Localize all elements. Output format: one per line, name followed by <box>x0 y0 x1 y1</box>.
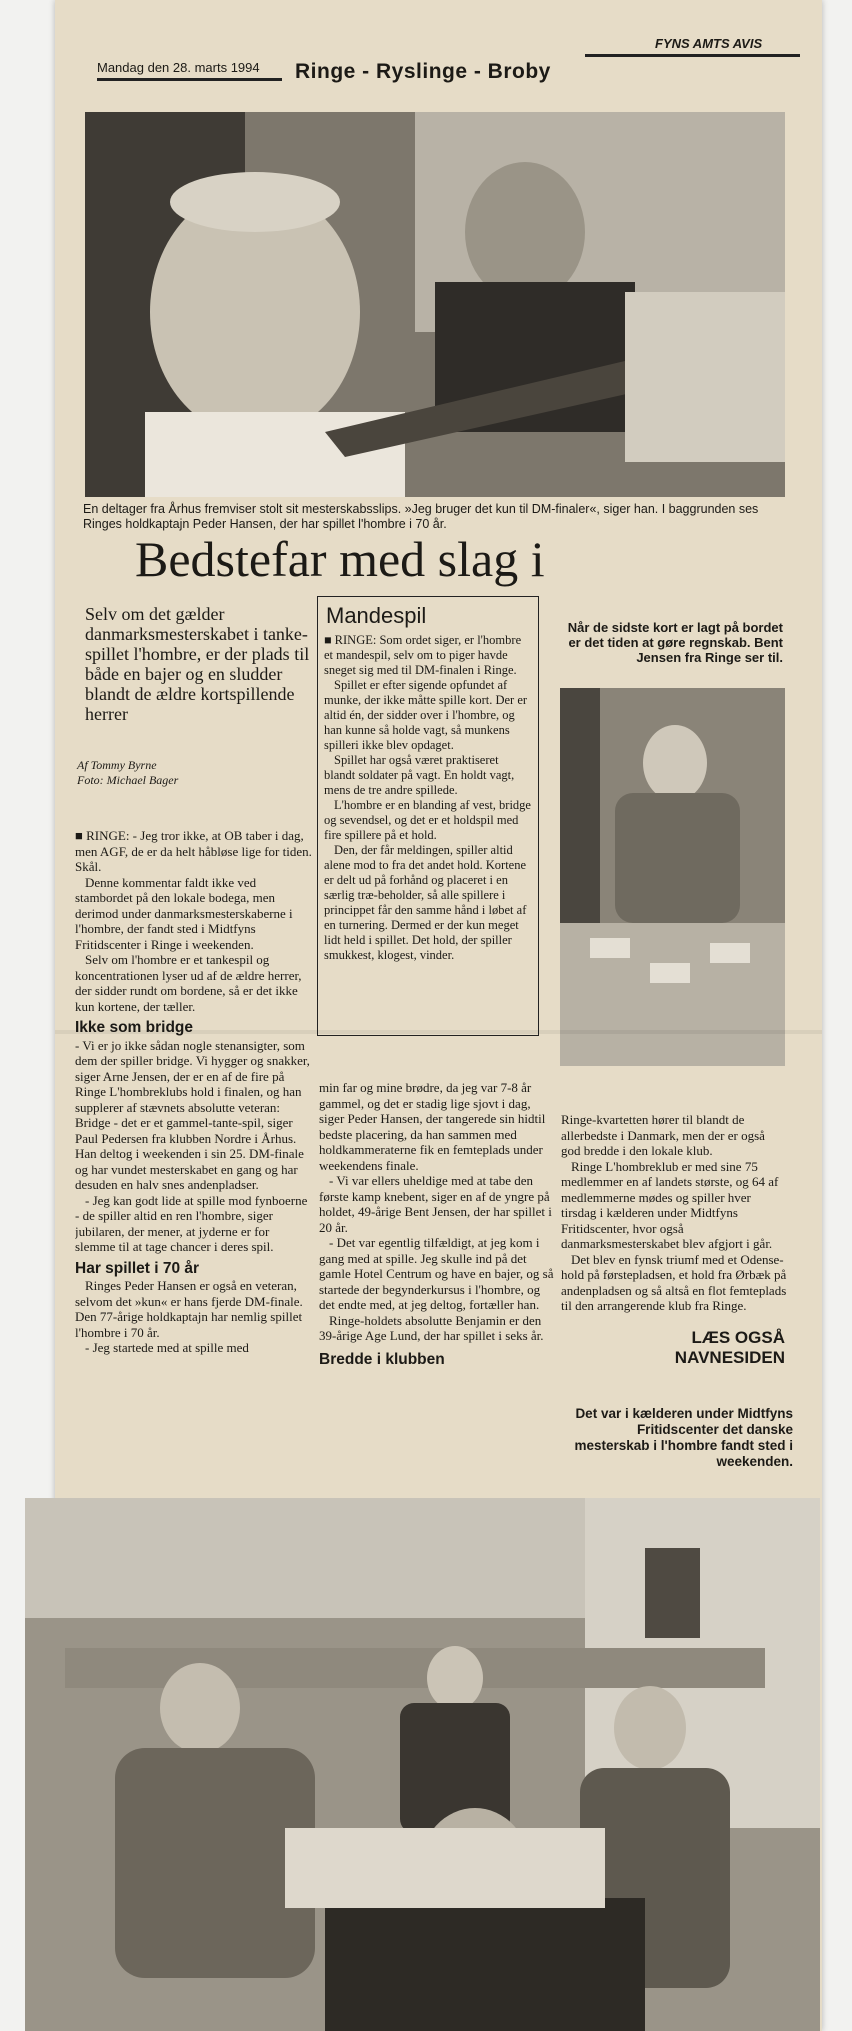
byline <box>77 758 307 788</box>
col1-subhead-1: Ikke som bridge <box>75 1019 194 1036</box>
col1-paragraph: Ringes Peder Hansen er også en veteran, selvom det »kun« er hans fjerde DM-finale. Den 77-årige holdkaptajn har nemlig spillet l'hombre i 70 år. <box>75 1278 303 1340</box>
right-photo <box>560 688 785 1066</box>
issue-date: Mandag den 28. marts 1994 <box>97 60 260 75</box>
col1-paragraph: Selv om l'hombre er et tankespil og koncentrationen lyser ud af de ældre herrer, der sidder rundt om bordene, så er det ikke kun kortene, der tæller. <box>75 952 302 1014</box>
newspaper-clipping <box>55 0 822 2031</box>
col1-paragraph: - Jeg startede med at spille med <box>85 1340 249 1355</box>
newspaper-name: FYNS AMTS AVIS <box>655 36 763 51</box>
col2-paragraph: min far og mine brødre, da jeg var 7-8 år gammel, og det er stadig lige sjovt i dag, siger Peder Hansen, der tangerede sin hidtil bedste placering, da han sammen med holdkammeraterne fik en femteplads under weekendens finale. <box>319 1080 546 1173</box>
see-also-line-1: LÆS OGSÅ <box>691 1328 785 1347</box>
see-also <box>575 1328 785 1368</box>
sidebar-body <box>324 633 532 963</box>
col1-paragraph: Denne kommentar faldt ikke ved stambordet på den lokale bodega, men derimod under danmarksmesterskaberne i l'hombre, der fandt sted i Midtfyns Fritidscenter i Ringe i weekenden. <box>75 874 293 952</box>
col3-paragraph: Ringe L'hombreklub er med sine 75 medlemmer en af landets største, og 64 af medlemmerne mødes og spiller hver tirsdag i kælderen under Midtfyns Fritidscenter, hvor også danmarksmesterskabet blev afgjort i går. <box>561 1158 779 1251</box>
paper-fold <box>55 1030 822 1034</box>
sidebar-paragraph: L'hombre er en blanding af vest, bridge og sevendsel, og det er et holdspil med fire spillere på et hold. <box>324 798 531 842</box>
sidebar-title: Mandespil <box>326 603 427 628</box>
sidebar-paragraph: ■ RINGE: Som ordet siger, er l'hombre et mandespil, selv om to piger havde sneget sig med til DM-finalen i Ringe. <box>324 633 522 677</box>
masthead-rule-right <box>585 54 800 57</box>
col1-paragraph: ■ RINGE: - Jeg tror ikke, at OB taber i dag, men AGF, de er da helt håbløse lige for tiden. Skål. <box>75 828 312 874</box>
headline: Bedstefar med slag i <box>135 531 545 587</box>
col1-subhead-2: Har spillet i 70 år <box>75 1259 200 1277</box>
bottom-photo-caption: Det var i kælderen under Midtfyns Fritidscenter det danske mesterskab i l'hombre fandt sted i weekenden. <box>574 1406 793 1469</box>
see-also-line-2: NAVNESIDEN <box>674 1348 785 1367</box>
bottom-photo-scene <box>25 1498 820 2031</box>
byline-photo: Foto: Michael Bager <box>77 773 179 787</box>
right-photo-caption: Når de sidste kort er lagt på bordet er det tiden at gøre regnskab. Bent Jensen fra Ringe ser til. <box>567 620 783 665</box>
bottom-photo <box>25 1498 820 2031</box>
col2-paragraph: - Vi var ellers uheldige med at tabe den første kamp knebent, siger en af de yngre på holdet, 49-årige Bent Jensen, der har spillet i 20 år. <box>319 1173 552 1235</box>
column-2 <box>319 1080 557 1480</box>
deck: Selv om det gælder danmarksmesterskabet i tanke-spillet l'hombre, er der plads til både en bajer og en sludder blandt de ældre kortspillende herrer <box>85 604 310 724</box>
sidebar-paragraph: Den, der får meldingen, spiller altid alene mod to fra det andet hold. Kortene er delt ud på forhånd og placeret i en særlig træ-beholder, så alle spillere i princippet får den samme hånd i løbet af en turnering. Dermed er der kun meget lidt held i spillet. Det hold, der spiller smukkest, klogest, vinder. <box>324 843 527 962</box>
column-3 <box>561 1112 787 1327</box>
col1-paragraph: - Vi er jo ikke sådan nogle stenansigter, som dem der spiller bridge. Vi hygger og snakker, siger Arne Jensen, der er en af de fire på Ringe L'hombreklubs hold i finalen, og han supplerer af stævnets absolutte veteran: Bridge - det er et gammel-tante-spil, siger Paul Pedersen fra klubben Nordre i Århus. Han deltog i weekenden i sin 25. DM-finale og har vundet mesterskabet en gang og har desuden en halv snes andenpladser. <box>75 1037 310 1192</box>
sidebar-box <box>317 596 539 1036</box>
byline-author: Af Tommy Byrne <box>77 758 157 772</box>
col2-paragraph: - Det var egentlig tilfældigt, at jeg kom i gang med at spille. Jeg skulle ind på det gamle Hotel Centrum og have en bajer, og så startede der begynderkursus i l'hombre, og det endte med, at jeg deltog, fortæller han. <box>319 1235 554 1312</box>
column-1 <box>75 828 313 1478</box>
top-photo-caption: En deltager fra Århus fremviser stolt sit mesterskabsslips. »Jeg bruger det kun til DM-finaler«, siger han. I baggrunden ses Ringes holdkaptajn Peder Hansen, der har spillet l'hombre i 70 år. <box>83 502 759 531</box>
section-title: Ringe - Ryslinge - Broby <box>295 60 551 83</box>
col3-paragraph: Ringe-kvartetten hører til blandt de allerbedste i Danmark, men der er også god bredde i den lokale klub. <box>561 1112 765 1158</box>
masthead-rule-left <box>97 78 282 81</box>
sidebar-paragraph: Spillet er efter sigende opfundet af munke, der ikke måtte spille kort. Der er altid én, der sidder over i l'hombre, og han kunne så holde vagt, så munkens spilleri ikke blev opdaget. <box>324 678 528 752</box>
sidebar-paragraph: Spillet har også været praktiseret blandt soldater på vagt. En holdt vagt, mens de tre andre spillede. <box>324 753 515 797</box>
right-photo-scene <box>560 688 785 1066</box>
top-photo-scene <box>85 112 785 497</box>
col2-paragraph: Ringe-holdets absolutte Benjamin er den 39-årige Age Lund, der har spillet i seks år. <box>319 1312 544 1343</box>
col2-subhead: Bredde i klubben <box>319 1350 445 1368</box>
top-photo <box>85 112 785 497</box>
col1-paragraph: - Jeg kan godt lide at spille mod fynboerne - de spiller altid en ren l'hombre, siger jubilaren, der mener, at jyderne er for slemme til at tage chancer i deres spil. <box>75 1192 308 1254</box>
col3-paragraph: Det blev en fynsk triumf med et Odense-hold på førstepladsen, et hold fra Ørbæk på andenpladsen og så altså en flot femteplads til den arrangerende klub fra Ringe. <box>561 1251 787 1313</box>
